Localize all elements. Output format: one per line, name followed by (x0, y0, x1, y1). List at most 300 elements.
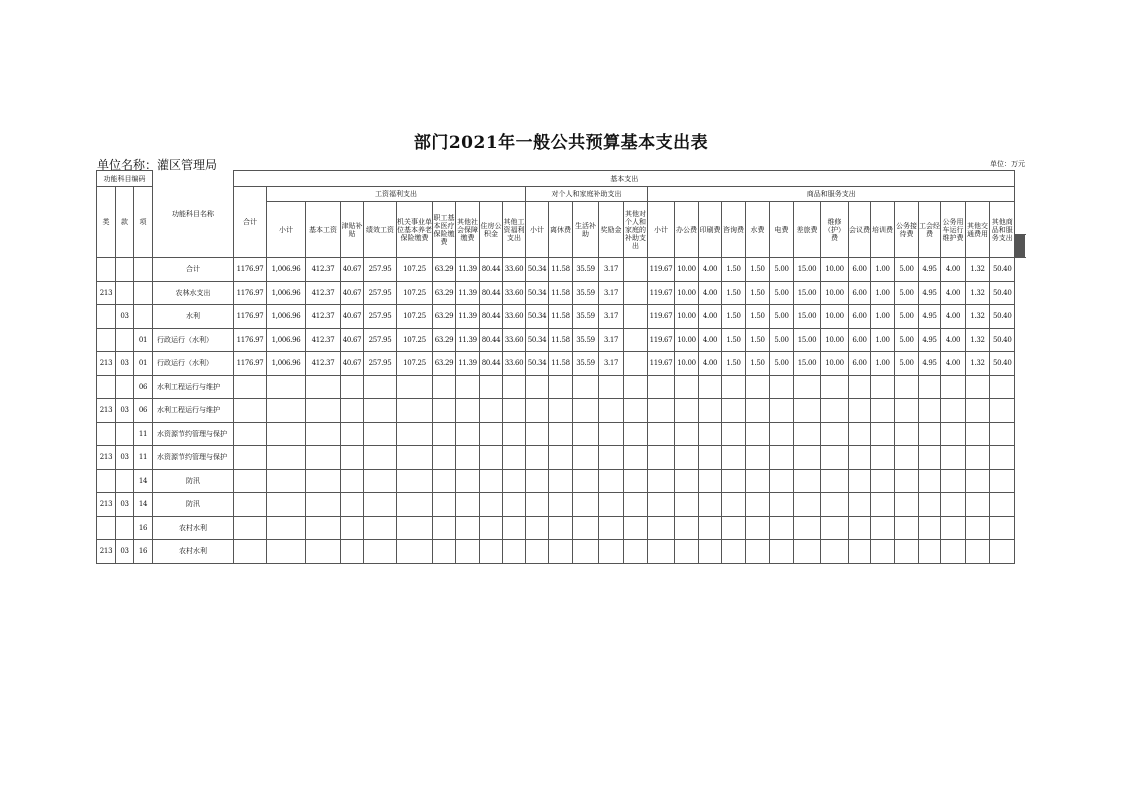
value-cell (675, 399, 699, 423)
xiang-cell (134, 281, 153, 305)
value-cell (433, 469, 456, 493)
kuan-cell: 03 (116, 305, 134, 329)
value-cell: 63.29 (433, 352, 456, 376)
func-name-cell: 防汛 (153, 469, 234, 493)
lei-cell: 213 (97, 446, 116, 470)
value-cell (871, 469, 895, 493)
value-cell: 50.34 (526, 258, 549, 282)
value-cell: 1.00 (871, 258, 895, 282)
value-cell: 10.00 (675, 352, 699, 376)
group-subsidy-header: 对个人和家庭补助支出 (526, 187, 648, 202)
value-cell: 10.00 (675, 281, 699, 305)
value-cell: 63.29 (433, 305, 456, 329)
value-cell: 63.29 (433, 258, 456, 282)
value-cell (794, 422, 821, 446)
value-cell (267, 399, 306, 423)
table-row (97, 540, 1025, 564)
value-cell: 11.58 (549, 328, 573, 352)
value-cell (770, 516, 794, 540)
value-cell (306, 540, 341, 564)
table-row (97, 328, 1025, 352)
value-cell (433, 540, 456, 564)
kuan-cell (116, 516, 134, 540)
value-cell (941, 516, 966, 540)
kuan-header: 款 (116, 187, 134, 258)
column-header: 津贴补贴 (341, 202, 364, 258)
lei-cell: 213 (97, 399, 116, 423)
value-cell: 1.50 (746, 352, 770, 376)
value-cell: 1.50 (722, 305, 746, 329)
value-cell: 10.00 (675, 328, 699, 352)
lei-cell (97, 422, 116, 446)
value-cell (648, 446, 675, 470)
value-cell (599, 375, 624, 399)
value-cell (599, 516, 624, 540)
value-cell (871, 422, 895, 446)
value-cell (722, 540, 746, 564)
value-cell: 80.44 (480, 281, 503, 305)
value-cell (364, 540, 397, 564)
value-cell (699, 516, 722, 540)
value-cell (573, 469, 599, 493)
value-cell (341, 469, 364, 493)
value-cell: 6.00 (849, 352, 871, 376)
column-header: 印刷费 (699, 202, 722, 258)
table-row (97, 375, 1025, 399)
value-cell (794, 469, 821, 493)
value-cell (821, 375, 849, 399)
value-cell (746, 469, 770, 493)
value-cell: 107.25 (397, 281, 433, 305)
value-cell: 257.95 (364, 258, 397, 282)
value-cell: 1.50 (746, 305, 770, 329)
value-cell (675, 493, 699, 517)
value-cell (919, 399, 941, 423)
value-cell (746, 422, 770, 446)
func-name-cell: 农林水支出 (153, 281, 234, 305)
value-cell: 40.67 (341, 328, 364, 352)
value-cell (722, 422, 746, 446)
value-cell (573, 446, 599, 470)
value-cell: 50.34 (526, 305, 549, 329)
value-cell: 11.58 (549, 258, 573, 282)
kuan-cell: 03 (116, 446, 134, 470)
value-cell: 1.32 (966, 328, 990, 352)
value-cell (941, 446, 966, 470)
value-cell (624, 305, 648, 329)
value-cell (503, 422, 526, 446)
column-header: 其他交通费用 (966, 202, 990, 258)
table-row (97, 258, 1025, 282)
value-cell (549, 422, 573, 446)
value-cell: 15.00 (794, 352, 821, 376)
value-cell (433, 422, 456, 446)
value-cell (648, 493, 675, 517)
value-cell: 4.95 (919, 352, 941, 376)
value-cell: 4.00 (699, 352, 722, 376)
value-cell (770, 493, 794, 517)
value-cell (871, 516, 895, 540)
kuan-cell: 03 (116, 352, 134, 376)
value-cell (966, 516, 990, 540)
value-cell (624, 540, 648, 564)
value-cell (306, 446, 341, 470)
value-cell (573, 422, 599, 446)
value-cell: 3.17 (599, 328, 624, 352)
value-cell: 63.29 (433, 281, 456, 305)
xiang-cell: 01 (134, 352, 153, 376)
value-cell (624, 328, 648, 352)
value-cell: 4.00 (941, 281, 966, 305)
value-cell (821, 422, 849, 446)
value-cell (849, 375, 871, 399)
value-cell (722, 493, 746, 517)
column-header: 电费 (770, 202, 794, 258)
table-row (97, 469, 1025, 493)
value-cell: 11.39 (456, 305, 480, 329)
value-cell (456, 516, 480, 540)
basic-header: 基本支出 (234, 171, 1015, 187)
value-cell (722, 469, 746, 493)
value-cell (433, 516, 456, 540)
column-header: 咨询费 (722, 202, 746, 258)
value-cell (456, 375, 480, 399)
value-cell (364, 516, 397, 540)
value-cell (573, 493, 599, 517)
value-cell (456, 399, 480, 423)
value-cell (919, 493, 941, 517)
value-cell: 50.34 (526, 328, 549, 352)
value-cell (966, 399, 990, 423)
value-cell (648, 422, 675, 446)
column-header: 绩效工资 (364, 202, 397, 258)
value-cell (648, 516, 675, 540)
table-row (97, 352, 1025, 376)
column-header: 其他社会保障缴费 (456, 202, 480, 258)
value-cell: 5.00 (770, 281, 794, 305)
value-cell (675, 469, 699, 493)
value-cell: 1,006.96 (267, 258, 306, 282)
value-cell (573, 399, 599, 423)
value-cell: 1,006.96 (267, 352, 306, 376)
value-cell: 1.32 (966, 352, 990, 376)
value-cell: 10.00 (821, 281, 849, 305)
value-cell: 35.59 (573, 328, 599, 352)
xiang-cell: 11 (134, 446, 153, 470)
column-header: 基本工资 (306, 202, 341, 258)
value-cell (480, 422, 503, 446)
value-cell (234, 469, 267, 493)
value-cell: 80.44 (480, 305, 503, 329)
value-cell: 40.67 (341, 258, 364, 282)
value-cell (341, 375, 364, 399)
value-cell (675, 446, 699, 470)
value-cell (503, 375, 526, 399)
column-header: 小计 (267, 202, 306, 258)
value-cell (306, 422, 341, 446)
value-cell (397, 540, 433, 564)
value-cell: 257.95 (364, 305, 397, 329)
value-cell (675, 375, 699, 399)
value-cell: 1176.97 (234, 258, 267, 282)
value-cell (341, 446, 364, 470)
value-cell (624, 258, 648, 282)
value-cell (849, 446, 871, 470)
value-cell (722, 399, 746, 423)
value-cell (895, 540, 919, 564)
value-cell: 119.67 (648, 281, 675, 305)
value-cell (821, 540, 849, 564)
column-header: 机关事业单位基本养老保险缴费 (397, 202, 433, 258)
func-name-cell: 农村水利 (153, 540, 234, 564)
value-cell (919, 422, 941, 446)
value-cell: 5.00 (770, 305, 794, 329)
value-cell (746, 375, 770, 399)
value-cell: 5.00 (895, 281, 919, 305)
func-name-cell: 水利工程运行与维护 (153, 375, 234, 399)
kuan-cell: 03 (116, 399, 134, 423)
value-cell (746, 493, 770, 517)
value-cell (526, 516, 549, 540)
value-cell (341, 399, 364, 423)
column-header: 办公费 (675, 202, 699, 258)
value-cell: 1,006.96 (267, 328, 306, 352)
value-cell (433, 375, 456, 399)
xiang-cell (134, 258, 153, 282)
value-cell (871, 375, 895, 399)
value-cell (267, 446, 306, 470)
column-header: 小计 (526, 202, 549, 258)
value-cell (895, 516, 919, 540)
value-cell (397, 469, 433, 493)
value-cell (675, 422, 699, 446)
value-cell (746, 446, 770, 470)
value-cell: 33.60 (503, 305, 526, 329)
value-cell: 107.25 (397, 258, 433, 282)
value-cell: 257.95 (364, 352, 397, 376)
value-cell: 3.17 (599, 305, 624, 329)
value-cell (456, 540, 480, 564)
value-cell (599, 399, 624, 423)
value-cell: 4.95 (919, 281, 941, 305)
value-cell: 33.60 (503, 258, 526, 282)
kuan-cell (116, 422, 134, 446)
value-cell (624, 399, 648, 423)
value-cell: 10.00 (821, 305, 849, 329)
column-header: 其他工资福利支出 (503, 202, 526, 258)
value-cell: 10.00 (675, 258, 699, 282)
value-cell (871, 493, 895, 517)
table-row (97, 446, 1025, 470)
value-cell: 11.39 (456, 352, 480, 376)
value-cell (871, 446, 895, 470)
group-goods-header: 商品和服务支出 (648, 187, 1015, 202)
value-cell (966, 493, 990, 517)
value-cell (549, 540, 573, 564)
value-cell: 10.00 (821, 352, 849, 376)
page-title: 部门2021年一般公共预算基本支出表 (413, 133, 709, 153)
kuan-cell (116, 469, 134, 493)
value-cell (941, 375, 966, 399)
value-cell: 10.00 (821, 258, 849, 282)
value-cell: 4.00 (699, 258, 722, 282)
value-cell (306, 516, 341, 540)
value-cell: 80.44 (480, 258, 503, 282)
value-cell: 1.00 (871, 305, 895, 329)
value-cell: 1176.97 (234, 352, 267, 376)
value-cell (966, 540, 990, 564)
value-cell: 1.50 (746, 328, 770, 352)
value-cell (480, 375, 503, 399)
value-cell (599, 469, 624, 493)
column-header: 公务接待费 (895, 202, 919, 258)
xiang-cell: 14 (134, 493, 153, 517)
value-cell (480, 446, 503, 470)
value-cell: 1.00 (871, 281, 895, 305)
value-cell: 1176.97 (234, 305, 267, 329)
kuan-cell (116, 328, 134, 352)
value-cell (990, 375, 1015, 399)
value-cell: 6.00 (849, 281, 871, 305)
func-name-cell: 行政运行（水利） (153, 352, 234, 376)
func-name-cell: 水资源节约管理与保护 (153, 422, 234, 446)
value-cell: 1.50 (722, 328, 746, 352)
value-cell (267, 493, 306, 517)
lei-cell: 213 (97, 540, 116, 564)
value-cell (599, 493, 624, 517)
value-cell (849, 399, 871, 423)
value-cell: 1.32 (966, 281, 990, 305)
value-cell (770, 422, 794, 446)
value-cell: 15.00 (794, 305, 821, 329)
column-header: 奖励金 (599, 202, 624, 258)
column-header: 培训费 (871, 202, 895, 258)
value-cell: 412.37 (306, 305, 341, 329)
value-cell (549, 516, 573, 540)
value-cell (480, 469, 503, 493)
value-cell: 33.60 (503, 281, 526, 305)
value-cell (746, 399, 770, 423)
value-cell (364, 469, 397, 493)
column-header: 其他商品和服务支出 (990, 202, 1015, 258)
value-cell: 257.95 (364, 328, 397, 352)
value-cell: 50.40 (990, 352, 1015, 376)
value-cell: 119.67 (648, 352, 675, 376)
value-cell: 10.00 (821, 328, 849, 352)
value-cell (990, 493, 1015, 517)
value-cell: 4.00 (941, 258, 966, 282)
value-cell (397, 375, 433, 399)
func-name-cell: 水利工程运行与维护 (153, 399, 234, 423)
value-cell (624, 516, 648, 540)
value-cell (397, 422, 433, 446)
value-cell (526, 540, 549, 564)
table-row (97, 305, 1025, 329)
value-cell (990, 516, 1015, 540)
value-cell (234, 399, 267, 423)
value-cell: 4.95 (919, 305, 941, 329)
value-cell (990, 446, 1015, 470)
value-cell: 119.67 (648, 258, 675, 282)
value-cell (648, 375, 675, 399)
value-cell (573, 540, 599, 564)
value-cell: 6.00 (849, 258, 871, 282)
value-cell: 50.34 (526, 281, 549, 305)
func-name-cell: 防汛 (153, 493, 234, 517)
value-cell (699, 422, 722, 446)
value-cell (397, 516, 433, 540)
value-cell (849, 516, 871, 540)
value-cell (871, 399, 895, 423)
lei-cell (97, 469, 116, 493)
value-cell (364, 399, 397, 423)
value-cell: 1.00 (871, 352, 895, 376)
xiang-cell: 11 (134, 422, 153, 446)
value-cell (895, 446, 919, 470)
value-cell (624, 493, 648, 517)
lei-cell (97, 258, 116, 282)
value-cell: 412.37 (306, 281, 341, 305)
value-cell: 412.37 (306, 258, 341, 282)
value-cell (821, 516, 849, 540)
value-cell: 1.32 (966, 305, 990, 329)
value-cell (895, 422, 919, 446)
value-cell (397, 446, 433, 470)
kuan-cell (116, 281, 134, 305)
value-cell: 10.00 (675, 305, 699, 329)
value-cell (503, 446, 526, 470)
value-cell (895, 375, 919, 399)
value-cell (941, 493, 966, 517)
value-cell: 11.58 (549, 281, 573, 305)
value-cell: 1176.97 (234, 281, 267, 305)
value-cell (456, 469, 480, 493)
value-cell: 15.00 (794, 281, 821, 305)
value-cell (990, 422, 1015, 446)
value-cell: 1176.97 (234, 328, 267, 352)
lei-cell: 213 (97, 493, 116, 517)
value-cell (966, 446, 990, 470)
value-cell (919, 375, 941, 399)
value-cell: 33.60 (503, 352, 526, 376)
value-cell (267, 540, 306, 564)
value-cell (234, 516, 267, 540)
value-cell: 1.32 (966, 258, 990, 282)
column-header: 其他对个人和家庭的补助支出 (624, 202, 648, 258)
value-cell: 11.39 (456, 281, 480, 305)
value-cell: 3.17 (599, 281, 624, 305)
value-cell (624, 281, 648, 305)
lei-header: 类 (97, 187, 116, 258)
value-cell (341, 516, 364, 540)
value-cell: 1.50 (722, 281, 746, 305)
value-cell: 119.67 (648, 328, 675, 352)
value-cell (573, 375, 599, 399)
value-cell: 119.67 (648, 305, 675, 329)
value-cell: 1.50 (722, 352, 746, 376)
value-cell: 15.00 (794, 258, 821, 282)
value-cell (549, 399, 573, 423)
xiang-cell: 01 (134, 328, 153, 352)
value-cell (526, 469, 549, 493)
value-cell: 4.00 (699, 281, 722, 305)
value-cell (433, 493, 456, 517)
value-cell (341, 540, 364, 564)
value-cell (794, 493, 821, 517)
value-cell (941, 469, 966, 493)
value-cell: 412.37 (306, 328, 341, 352)
value-cell (770, 399, 794, 423)
